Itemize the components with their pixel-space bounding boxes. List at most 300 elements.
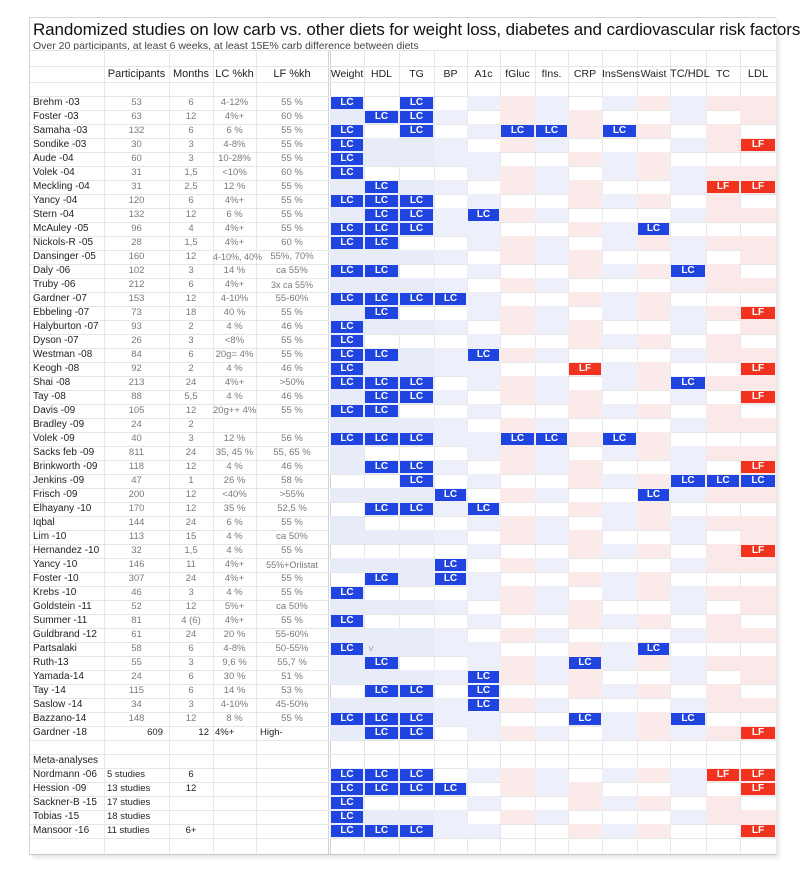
cell-tint bbox=[330, 698, 364, 712]
cell-tint bbox=[568, 782, 602, 796]
cell-tint bbox=[637, 432, 670, 446]
cell-tint bbox=[637, 572, 670, 586]
cell-tint bbox=[740, 278, 776, 292]
cell-tint bbox=[535, 138, 568, 152]
months-value: 1 bbox=[188, 475, 194, 486]
lc-carb-percent: 4 % bbox=[226, 321, 243, 332]
lc-carb-percent: 6 % bbox=[226, 209, 243, 220]
participant-count: 46 bbox=[131, 587, 142, 598]
cell-tint bbox=[670, 586, 706, 600]
study-row bbox=[30, 726, 776, 740]
cell-tint bbox=[500, 698, 535, 712]
study-row bbox=[30, 222, 776, 236]
cell-tint bbox=[637, 194, 670, 208]
lf-carb-percent: 55%, 70% bbox=[270, 251, 314, 262]
months-value: 24 bbox=[185, 447, 197, 458]
lc-favored-badge: LC bbox=[331, 769, 363, 781]
cell-tint bbox=[706, 684, 740, 698]
cell-tint bbox=[399, 572, 434, 586]
cell-tint bbox=[602, 222, 637, 236]
study-row bbox=[30, 642, 776, 656]
cell-tint bbox=[434, 138, 467, 152]
lc-carb-percent: <10% bbox=[222, 167, 247, 178]
cell-tint bbox=[568, 670, 602, 684]
lc-favored-badge: LC bbox=[365, 405, 398, 417]
cell-tint bbox=[706, 124, 740, 138]
cell-tint bbox=[434, 208, 467, 222]
cell-tint bbox=[364, 138, 399, 152]
study-name: Sackner-B -15 bbox=[33, 797, 97, 808]
cell-tint bbox=[364, 152, 399, 166]
study-row bbox=[30, 460, 776, 474]
lc-favored-badge: LC bbox=[331, 335, 363, 347]
cell-tint bbox=[637, 334, 670, 348]
lc-favored-badge: LC bbox=[331, 433, 363, 445]
cell-tint bbox=[467, 446, 500, 460]
cell-tint bbox=[740, 96, 776, 110]
cell-tint bbox=[670, 180, 706, 194]
lc-favored-badge: LC bbox=[365, 685, 398, 697]
cell-tint bbox=[467, 586, 500, 600]
months-value: 6 bbox=[188, 671, 194, 682]
cell-tint bbox=[670, 446, 706, 460]
cell-tint bbox=[399, 558, 434, 572]
lc-favored-badge: LC bbox=[400, 433, 433, 445]
cell-tint bbox=[434, 642, 467, 656]
lf-carb-percent: 55 % bbox=[281, 545, 303, 556]
lc-favored-badge: LC bbox=[400, 97, 433, 109]
lc-favored-badge: LC bbox=[638, 223, 669, 235]
cell-tint bbox=[706, 166, 740, 180]
cell-tint bbox=[740, 166, 776, 180]
cell-tint bbox=[399, 250, 434, 264]
cell-tint bbox=[535, 306, 568, 320]
lc-carb-percent: 4%+ bbox=[215, 727, 235, 738]
lf-carb-percent: 53 % bbox=[281, 685, 303, 696]
months-value: 12 bbox=[185, 111, 197, 122]
cell-tint bbox=[535, 516, 568, 530]
cell-tint bbox=[500, 96, 535, 110]
lc-carb-percent: <8% bbox=[224, 335, 245, 346]
lc-favored-badge: LC bbox=[331, 811, 363, 823]
lc-favored-badge: LC bbox=[365, 349, 398, 361]
cell-tint bbox=[568, 502, 602, 516]
cell-tint bbox=[706, 404, 740, 418]
cell-tint bbox=[434, 460, 467, 474]
study-row bbox=[30, 684, 776, 698]
lc-favored-badge: LC bbox=[400, 223, 433, 235]
lf-carb-percent: 55,7 % bbox=[277, 657, 307, 668]
cell-tint bbox=[535, 586, 568, 600]
lf-carb-percent: 46 % bbox=[281, 321, 303, 332]
cell-tint bbox=[535, 278, 568, 292]
study-row bbox=[30, 446, 776, 460]
study-name: Partsalaki bbox=[33, 643, 77, 654]
study-row bbox=[30, 418, 776, 432]
cell-tint bbox=[399, 152, 434, 166]
cell-tint bbox=[706, 810, 740, 824]
cell-tint bbox=[568, 572, 602, 586]
participant-count: 31 bbox=[131, 181, 142, 192]
cell-tint bbox=[330, 460, 364, 474]
cell-tint bbox=[364, 530, 399, 544]
lc-favored-badge: LC bbox=[331, 363, 363, 375]
cell-tint bbox=[467, 824, 500, 838]
cell-tint bbox=[637, 152, 670, 166]
cell-tint bbox=[330, 530, 364, 544]
participant-count: 93 bbox=[131, 321, 142, 332]
column-header: Weight bbox=[330, 68, 364, 80]
lc-carb-percent: 4 % bbox=[226, 391, 243, 402]
cell-tint bbox=[568, 110, 602, 124]
study-name: Hernandez -10 bbox=[33, 545, 100, 556]
study-row bbox=[30, 124, 776, 138]
participant-count: 28 bbox=[131, 237, 142, 248]
cell-tint bbox=[706, 446, 740, 460]
cell-tint bbox=[706, 516, 740, 530]
lc-favored-badge: LC bbox=[468, 209, 499, 221]
cell-tint bbox=[467, 96, 500, 110]
participant-count: 81 bbox=[131, 615, 142, 626]
lc-favored-badge: LC bbox=[569, 657, 601, 669]
study-row bbox=[30, 600, 776, 614]
lc-favored-badge: LC bbox=[331, 167, 363, 179]
cell-tint bbox=[740, 628, 776, 642]
lc-favored-badge: LC bbox=[435, 573, 466, 585]
lf-carb-percent: 50-55% bbox=[275, 643, 309, 654]
lc-favored-badge: LC bbox=[331, 825, 363, 837]
cell-tint bbox=[535, 488, 568, 502]
cell-tint bbox=[568, 334, 602, 348]
cell-tint bbox=[740, 446, 776, 460]
cell-tint bbox=[568, 292, 602, 306]
months-value: 2 bbox=[188, 419, 194, 430]
cell-tint bbox=[364, 628, 399, 642]
study-row bbox=[30, 432, 776, 446]
study-name: Nordmann -06 bbox=[33, 769, 97, 780]
study-name: Samaha -03 bbox=[33, 125, 88, 136]
cell-tint bbox=[670, 418, 706, 432]
lf-carb-percent: 55 % bbox=[281, 307, 303, 318]
cell-tint bbox=[706, 628, 740, 642]
column-header: fIns. bbox=[541, 68, 562, 80]
months-value: 11 bbox=[186, 559, 196, 570]
study-row bbox=[30, 558, 776, 572]
cell-tint bbox=[568, 544, 602, 558]
cell-tint bbox=[637, 292, 670, 306]
cell-tint bbox=[364, 558, 399, 572]
months-value: 5,5 bbox=[184, 391, 198, 402]
cell-tint bbox=[535, 628, 568, 642]
months-value: 18 bbox=[185, 307, 197, 318]
lf-carb-percent: 55 % bbox=[281, 209, 303, 220]
lf-favored-badge: LF bbox=[569, 363, 601, 375]
study-row bbox=[30, 670, 776, 684]
months-value: 4 (6) bbox=[181, 615, 201, 626]
cell-tint bbox=[330, 446, 364, 460]
study-name: McAuley -05 bbox=[33, 223, 89, 234]
lc-favored-badge: LC bbox=[365, 503, 398, 515]
cell-tint bbox=[467, 572, 500, 586]
participant-count: 92 bbox=[131, 363, 142, 374]
cell-tint bbox=[637, 516, 670, 530]
lc-favored-badge: LC bbox=[468, 685, 499, 697]
cell-tint bbox=[500, 460, 535, 474]
lc-carb-percent: 20g= 4% bbox=[215, 349, 254, 360]
cell-tint bbox=[330, 418, 364, 432]
lc-carb-percent: 4%+ bbox=[224, 237, 245, 248]
cell-tint bbox=[535, 558, 568, 572]
header-row bbox=[30, 66, 776, 82]
lc-favored-badge: LC bbox=[603, 433, 636, 445]
months-value: 15 bbox=[185, 531, 197, 542]
study-name: Tay -14 bbox=[33, 685, 66, 696]
study-row bbox=[30, 376, 776, 390]
cell-tint bbox=[434, 502, 467, 516]
cell-tint bbox=[670, 516, 706, 530]
sheet-title: Randomized studies on low carb vs. other diets for weight loss, diabetes and cardiovascular risk factors bbox=[33, 20, 800, 39]
cell-tint bbox=[602, 586, 637, 600]
participant-count: 31 bbox=[131, 167, 142, 178]
cell-tint bbox=[330, 628, 364, 642]
lc-carb-percent: 4%+ bbox=[224, 559, 245, 570]
lc-favored-badge: LC bbox=[365, 825, 398, 837]
cell-tint bbox=[637, 404, 670, 418]
cell-tint bbox=[434, 348, 467, 362]
participant-count: 146 bbox=[128, 559, 145, 570]
study-name: Nickols-R -05 bbox=[33, 237, 94, 248]
lc-favored-badge: LC bbox=[365, 265, 398, 277]
study-name: Bradley -09 bbox=[33, 419, 85, 430]
lf-carb-percent: 58 % bbox=[281, 475, 303, 486]
lf-carb-percent: 55 % bbox=[281, 223, 303, 234]
study-row bbox=[30, 320, 776, 334]
cell-tint bbox=[500, 110, 535, 124]
lc-favored-badge: LC bbox=[603, 125, 636, 137]
lc-carb-percent: 4-10% bbox=[220, 699, 249, 710]
study-row bbox=[30, 362, 776, 376]
lc-carb-percent: 5%+ bbox=[224, 601, 245, 612]
lc-favored-badge: LC bbox=[400, 293, 433, 305]
participant-count: 132 bbox=[128, 125, 145, 136]
cell-tint bbox=[535, 180, 568, 194]
lf-carb-percent: 55, 65 % bbox=[273, 447, 311, 458]
study-name: Frisch -09 bbox=[33, 489, 78, 500]
lc-favored-badge: LC bbox=[400, 377, 433, 389]
participant-count: 96 bbox=[131, 223, 142, 234]
cell-tint bbox=[602, 404, 637, 418]
cell-tint bbox=[434, 418, 467, 432]
cell-tint bbox=[364, 670, 399, 684]
cell-tint bbox=[399, 488, 434, 502]
cell-tint bbox=[637, 656, 670, 670]
cell-tint bbox=[670, 726, 706, 740]
cell-tint bbox=[637, 586, 670, 600]
cell-tint bbox=[467, 432, 500, 446]
cell-tint bbox=[434, 250, 467, 264]
participant-count: 73 bbox=[131, 307, 142, 318]
grid-hline bbox=[30, 838, 776, 839]
months-value: 12 bbox=[185, 461, 197, 472]
cell-tint bbox=[467, 768, 500, 782]
lf-favored-badge: LF bbox=[741, 391, 775, 403]
cell-tint bbox=[500, 236, 535, 250]
cell-tint bbox=[535, 320, 568, 334]
months-value: 12 bbox=[185, 601, 197, 612]
lf-favored-badge: LF bbox=[741, 825, 775, 837]
participant-count: 132 bbox=[128, 209, 145, 220]
cell-tint bbox=[500, 530, 535, 544]
months-value: 3 bbox=[188, 139, 194, 150]
cell-tint bbox=[602, 684, 637, 698]
cell-tint bbox=[467, 124, 500, 138]
lf-carb-percent: 46 % bbox=[281, 391, 303, 402]
study-name: Summer -11 bbox=[33, 615, 88, 626]
lc-carb-percent: 4%+ bbox=[224, 615, 245, 626]
cell-tint bbox=[399, 530, 434, 544]
cell-tint bbox=[330, 488, 364, 502]
lc-favored-badge: LC bbox=[501, 433, 534, 445]
months-value: 1,5 bbox=[184, 545, 198, 556]
study-name: Yamada-14 bbox=[33, 671, 84, 682]
cell-tint bbox=[637, 796, 670, 810]
cell-tint bbox=[740, 810, 776, 824]
months-value: 3 bbox=[188, 699, 194, 710]
cell-tint bbox=[706, 376, 740, 390]
study-row bbox=[30, 516, 776, 530]
cell-tint bbox=[568, 250, 602, 264]
study-row bbox=[30, 306, 776, 320]
grid-vline bbox=[776, 50, 777, 854]
cell-tint bbox=[535, 782, 568, 796]
lc-carb-percent: 12 % bbox=[223, 433, 246, 444]
participant-count: 115 bbox=[128, 685, 145, 696]
cell-tint bbox=[602, 502, 637, 516]
months-value: 2 bbox=[188, 321, 194, 332]
months-value: 4 bbox=[188, 223, 194, 234]
study-name: Westman -08 bbox=[33, 349, 93, 360]
months-value: 6 bbox=[188, 349, 194, 360]
lf-carb-percent: 56 % bbox=[281, 433, 303, 444]
cell-tint bbox=[637, 502, 670, 516]
participant-count: 24 bbox=[131, 419, 142, 430]
column-header: LDL bbox=[747, 68, 769, 80]
cell-tint bbox=[637, 264, 670, 278]
cell-tint bbox=[740, 418, 776, 432]
participant-count: 52 bbox=[131, 601, 142, 612]
cell-tint bbox=[330, 516, 364, 530]
study-name: Davis -09 bbox=[33, 405, 76, 416]
lf-favored-badge: LF bbox=[741, 769, 775, 781]
study-row bbox=[30, 348, 776, 362]
cell-tint bbox=[568, 614, 602, 628]
spreadsheet bbox=[29, 17, 800, 855]
lf-carb-percent: 55 % bbox=[281, 335, 303, 346]
cell-tint bbox=[568, 124, 602, 138]
lf-carb-percent: 45-50% bbox=[275, 699, 309, 710]
lf-favored-badge: LF bbox=[741, 139, 775, 151]
participant-count: 118 bbox=[128, 461, 145, 472]
lf-carb-percent: >50% bbox=[279, 377, 305, 388]
lc-carb-percent: 4-8% bbox=[223, 643, 246, 654]
cell-tint bbox=[535, 460, 568, 474]
participant-count: 63 bbox=[131, 111, 142, 122]
cell-tint bbox=[706, 348, 740, 362]
months-value: 12 bbox=[185, 713, 197, 724]
study-name: Hession -09 bbox=[33, 783, 87, 794]
cell-tint bbox=[535, 656, 568, 670]
cell-tint bbox=[602, 292, 637, 306]
column-header: Waist bbox=[640, 68, 667, 80]
study-row bbox=[30, 530, 776, 544]
study-row bbox=[30, 264, 776, 278]
cell-tint bbox=[706, 796, 740, 810]
lf-carb-percent: 55 % bbox=[281, 195, 303, 206]
cell-tint bbox=[706, 558, 740, 572]
lf-carb-percent bbox=[256, 418, 328, 432]
cell-tint bbox=[434, 670, 467, 684]
participant-count: 148 bbox=[128, 713, 145, 724]
participant-count: 60 bbox=[131, 153, 142, 164]
cell-tint bbox=[330, 670, 364, 684]
cell-tint bbox=[364, 488, 399, 502]
lc-favored-badge: LC bbox=[331, 97, 363, 109]
months-value: 3 bbox=[188, 335, 194, 346]
cell-tint bbox=[535, 236, 568, 250]
lc-favored-badge: LC bbox=[400, 461, 433, 473]
participant-count: 30 bbox=[131, 139, 142, 150]
lf-carb-percent: 55-60% bbox=[275, 629, 309, 640]
cell-tint bbox=[637, 166, 670, 180]
cell-tint bbox=[602, 516, 637, 530]
lf-favored-badge: LF bbox=[741, 307, 775, 319]
months-value: 2 bbox=[188, 363, 194, 374]
cell-tint bbox=[330, 558, 364, 572]
column-header: BP bbox=[443, 68, 458, 80]
lf-carb-percent: 46 % bbox=[281, 461, 303, 472]
lc-favored-badge: LC bbox=[400, 727, 433, 739]
cell-tint bbox=[602, 264, 637, 278]
study-row bbox=[30, 194, 776, 208]
cell-tint bbox=[706, 586, 740, 600]
months-value: 6 bbox=[188, 279, 194, 290]
cell-tint bbox=[670, 250, 706, 264]
cell-tint bbox=[399, 320, 434, 334]
cell-tint bbox=[500, 418, 535, 432]
participant-count: 5 studies bbox=[107, 769, 146, 780]
cell-tint bbox=[602, 152, 637, 166]
cell-tint bbox=[568, 432, 602, 446]
cell-tint bbox=[364, 362, 399, 376]
lc-carb-percent: 14 % bbox=[223, 265, 246, 276]
cell-tint bbox=[467, 194, 500, 208]
cell-tint bbox=[535, 348, 568, 362]
study-row bbox=[30, 488, 776, 502]
cell-tint bbox=[500, 782, 535, 796]
months-value: 2,5 bbox=[184, 181, 198, 192]
cell-tint bbox=[330, 250, 364, 264]
cell-tint bbox=[706, 96, 740, 110]
cell-tint bbox=[467, 152, 500, 166]
study-name: Yancy -04 bbox=[33, 195, 78, 206]
study-name: Krebs -10 bbox=[33, 587, 77, 598]
cell-tint bbox=[535, 376, 568, 390]
cell-tint bbox=[602, 656, 637, 670]
lc-carb-percent: 6 % bbox=[226, 125, 243, 136]
study-row bbox=[30, 656, 776, 670]
cell-tint bbox=[364, 418, 399, 432]
lc-carb-percent: 4 % bbox=[226, 545, 243, 556]
